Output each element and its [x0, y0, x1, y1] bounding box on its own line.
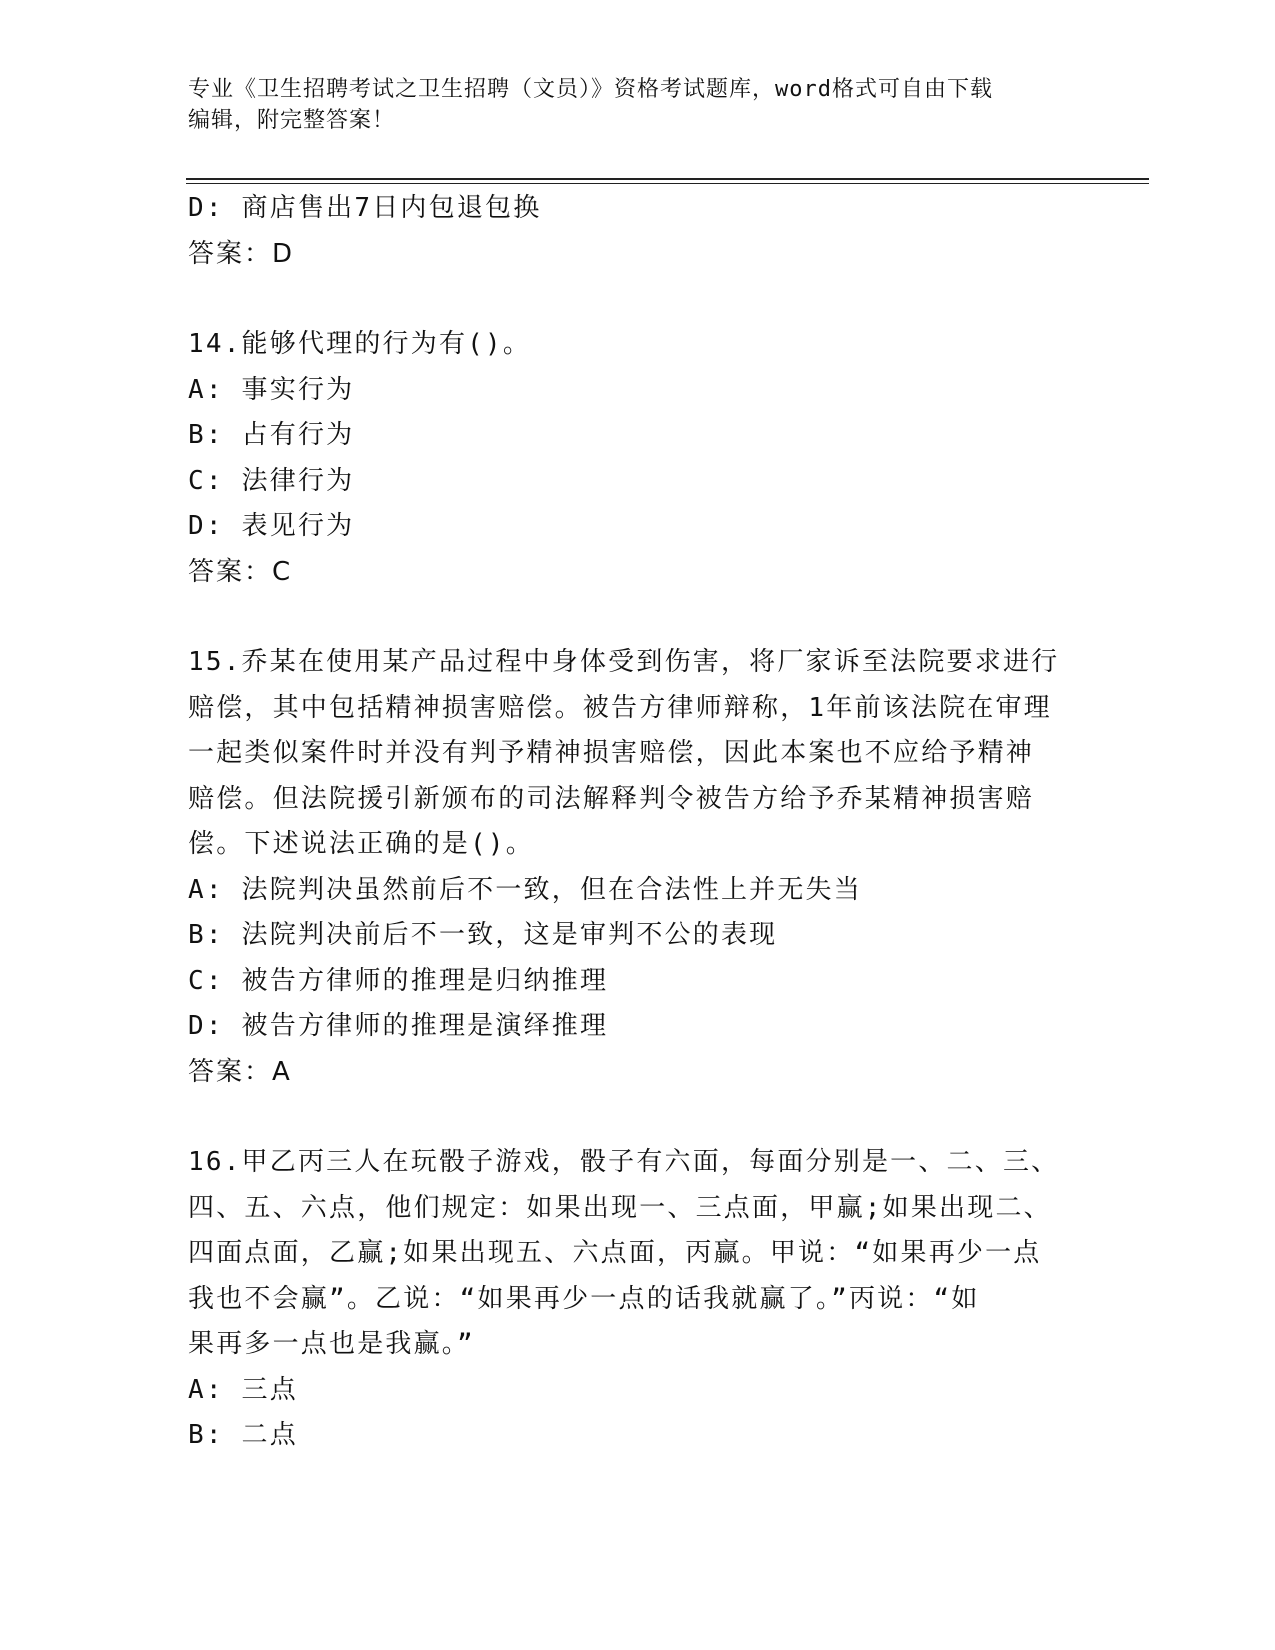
q15-question-line: 赔偿，其中包括精神损害赔偿。被告方律师辩称，1年前该法院在审理 [188, 692, 1052, 723]
q15-question-line: 偿。下述说法正确的是()。 [188, 829, 534, 859]
spacer [188, 277, 1088, 322]
header-divider-thin [186, 183, 1149, 184]
q14-option-d: D: 表见行为 [188, 511, 355, 541]
q14-option-a: A: 事实行为 [188, 374, 355, 405]
q15-answer: 答案：A [188, 1056, 292, 1087]
q15-question-line: 一起类似案件时并没有判予精神损害赔偿，因此本案也不应给予精神 [188, 738, 1035, 768]
q16-question-line: 四面点面，乙赢;如果出现五、六点面，丙赢。甲说：“如果再少一点 [188, 1238, 1042, 1268]
q14-question: 14.能够代理的行为有()。 [188, 329, 532, 359]
q15-option-a: A: 法院判决虽然前后不一致，但在合法性上并无失当 [188, 874, 862, 905]
spacer [188, 595, 1088, 640]
q16-question-line: 果再多一点也是我赢。” [188, 1329, 475, 1359]
q14-answer: 答案：C [188, 556, 293, 587]
q14-option-b: B: 占有行为 [188, 420, 355, 450]
document-body [188, 186, 1088, 1459]
q16-option-a: A: 三点 [188, 1374, 298, 1405]
q15-question-line: 赔偿。但法院援引新颁布的司法解释判令被告方给予乔某精神损害赔 [188, 783, 1035, 814]
q15-option-c: C: 被告方律师的推理是归纳推理 [188, 965, 609, 996]
q15-question-line: 15.乔某在使用某产品过程中身体受到伤害，将厂家诉至法院要求进行 [188, 647, 1060, 677]
header-title-line-2: 编辑，附完整答案！ [188, 108, 396, 133]
q16-question [188, 1140, 1088, 1368]
q13-answer: 答案：D [188, 238, 295, 269]
q16-question-line: 16.甲乙丙三人在玩骰子游戏，骰子有六面，每面分别是一、二、三、 [188, 1147, 1060, 1177]
q15-option-d: D: 被告方律师的推理是演绎推理 [188, 1011, 609, 1041]
q13-option-d: D: 商店售出7日内包退包换 [188, 193, 542, 223]
q16-option-b: B: 二点 [188, 1420, 298, 1450]
q14-option-c: C: 法律行为 [188, 465, 355, 496]
document-header [188, 74, 1088, 136]
q16-question-line: 四、五、六点，他们规定：如果出现一、三点面，甲赢;如果出现二、 [188, 1192, 1052, 1223]
q16-question-line: 我也不会赢”。乙说：“如果再少一点的话我就赢了。”丙说：“如 [188, 1283, 980, 1314]
header-title-line-1: 专业《卫生招聘考试之卫生招聘（文员）》资格考试题库，word格式可自由下载 [188, 77, 993, 102]
header-divider-thick [186, 178, 1149, 180]
q15-question [188, 640, 1088, 868]
q15-option-b: B: 法院判决前后不一致，这是审判不公的表现 [188, 920, 778, 950]
spacer [188, 1095, 1088, 1140]
